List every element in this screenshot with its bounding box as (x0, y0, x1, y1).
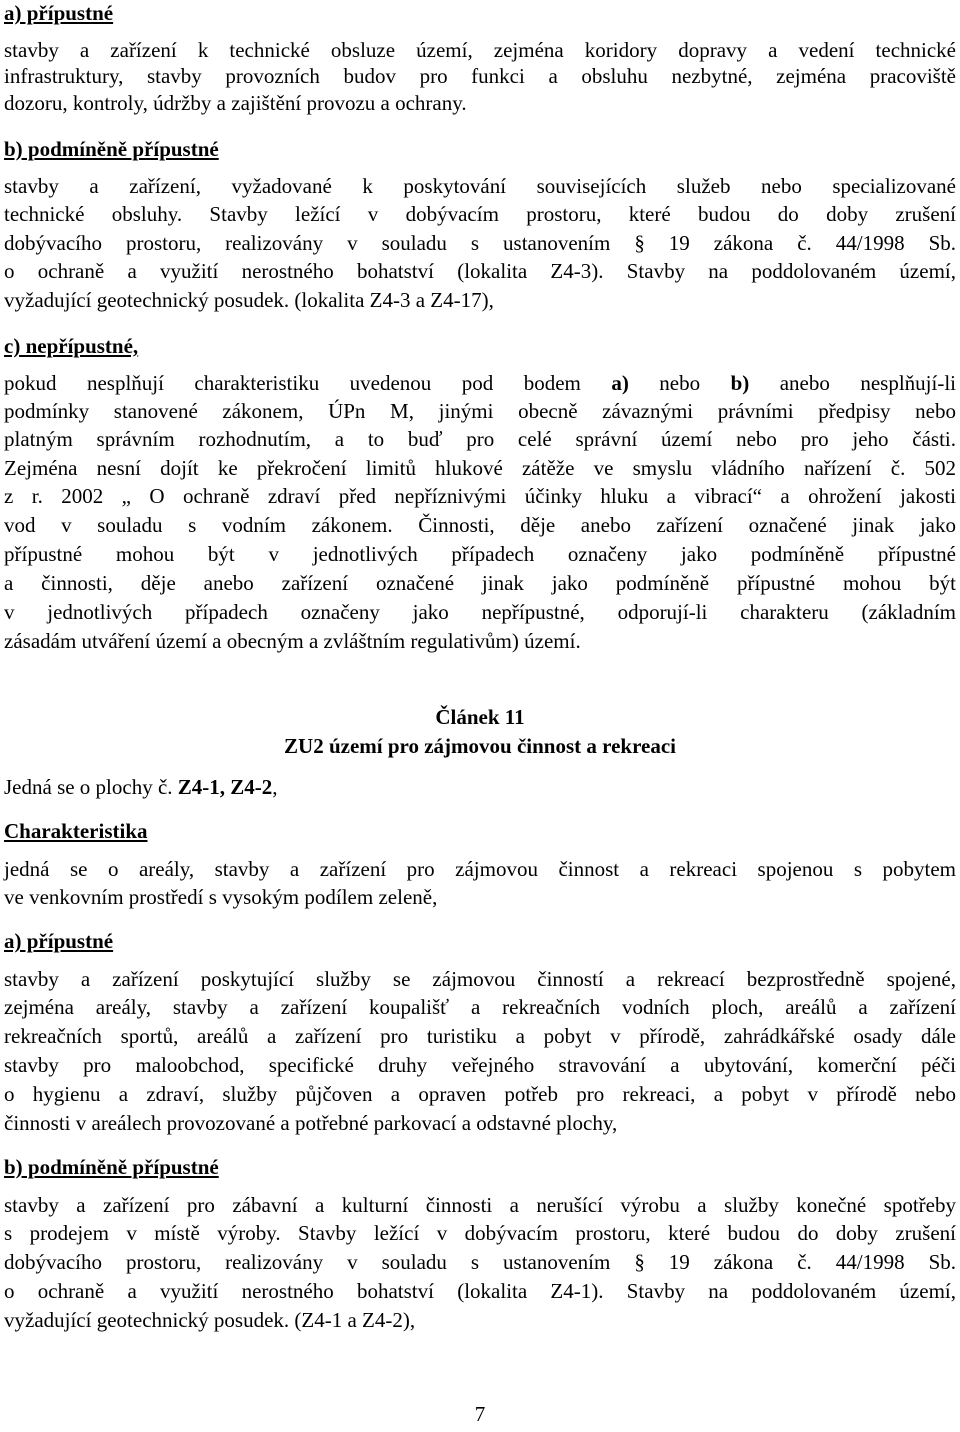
paragraph-line: vyžadující geotechnický posudek. (Z4-1 a Z4-2), (4, 1308, 416, 1332)
paragraph-line: o ochraně a využití nerostného bohatství (lokalita Z4-3). Stavby na poddolovaném území, (4, 259, 956, 283)
paragraph-line: o hygienu a zdraví, služby půjčoven a opraven potřeb pro rekreaci, a pobyt v přírodě nebo (4, 1082, 956, 1106)
paragraph-line: činnosti v areálech provozované a potřebné parkovací a odstavné plochy, (4, 1111, 618, 1135)
paragraph-line: s prodejem v místě výroby. Stavby ležící v dobývacím prostoru, které budou do doby zrušení (4, 1221, 956, 1245)
heading-b-podminene-pripustne: b) podmíněně přípustné (4, 1155, 219, 1179)
paragraph-line: jedná se o areály, stavby a zařízení pro zájmovou činnost a rekreaci spojenou s pobytem (4, 857, 956, 881)
heading-a-pripustne: a) přípustné (4, 929, 114, 953)
article-number: Článek 11 (435, 705, 525, 729)
heading-b-podminene-pripustne: b) podmíněně přípustné (4, 137, 219, 161)
paragraph-line: stavby pro maloobchod, specifické druhy veřejného stravování a ubytování, komerční péči (4, 1053, 956, 1077)
paragraph-line: stavby a zařízení k technické obsluze území, zejména koridory dopravy a vedení technické (4, 38, 956, 62)
reference-b: b) (730, 371, 750, 395)
page-number: 7 (474, 1402, 486, 1426)
text-segment: pokud nesplňují charakteristiku uvedenou pod bodem (4, 371, 612, 395)
plochy-line (4, 774, 278, 800)
reference-a: a) (611, 371, 629, 395)
paragraph-line: Zejména nesní dojít ke překročení limitů hlukové zátěže ve smyslu vládního nařízení č. 502 (4, 456, 956, 480)
text-segment: , (272, 775, 278, 799)
paragraph-line: stavby a zařízení poskytující služby se zájmovou činností a rekreací bezprostředně spojené, (4, 967, 956, 991)
paragraph-line: zásadám utváření území a obecným a zvláštním regulativům) území. (4, 629, 581, 653)
plochy-codes: Z4-1, Z4-2 (177, 775, 273, 799)
paragraph-line: rekreačních sportů, areálů a zařízení pro turistiku a pobyt v přírodě, zahrádkářské osady dále (4, 1024, 956, 1048)
text-segment: anebo nesplňují-li (749, 371, 957, 395)
paragraph-line (4, 370, 956, 396)
paragraph-line: technické obsluhy. Stavby ležící v dobývacím prostoru, které budou do doby zrušení (4, 202, 956, 226)
paragraph-line: platným správním rozhodnutím, a to buď pro celé správní území nebo pro jeho části. (4, 427, 956, 451)
heading-charakteristika: Charakteristika (4, 819, 148, 843)
heading-a-pripustne: a) přípustné (4, 1, 114, 25)
paragraph-line: o ochraně a využití nerostného bohatství (lokalita Z4-1). Stavby na poddolovaném území, (4, 1279, 956, 1303)
paragraph-line: dobývacího prostoru, realizovány v souladu s ustanovením § 19 zákona č. 44/1998 Sb. (4, 1250, 956, 1274)
text-segment: Jedná se o plochy č. (4, 775, 178, 799)
paragraph-line: podmínky stanovené zákonem, ÚPn M, jinými obecně závaznými právními předpisy nebo (4, 399, 956, 423)
paragraph-line: infrastruktury, stavby provozních budov pro funkci a obsluhu nezbytné, zejména pracoviště (4, 64, 956, 88)
paragraph-line: vod v souladu s vodním zákonem. Činnosti, děje anebo zařízení označené jinak jako (4, 513, 956, 537)
paragraph-line: a činnosti, děje anebo zařízení označené jinak jako podmíněně přípustné mohou být (4, 571, 956, 595)
paragraph-line: v jednotlivých případech označeny jako nepřípustné, odporují-li charakteru (základním (4, 600, 956, 624)
paragraph-line: ve venkovním prostředí s vysokým podílem zeleně, (4, 885, 438, 909)
paragraph-line: dozoru, kontroly, údržby a zajištění provozu a ochrany. (4, 91, 467, 115)
paragraph-line: zejména areály, stavby a zařízení koupališť a rekreačních vodních ploch, areálů a zařízení (4, 995, 956, 1019)
article-title: ZU2 území pro zájmovou činnost a rekreaci (284, 734, 676, 758)
paragraph-line: stavby a zařízení pro zábavní a kulturní činnosti a nerušící výrobu a služby konečné spotřeby (4, 1193, 956, 1217)
text-segment: nebo (628, 371, 731, 395)
paragraph-line: stavby a zařízení, vyžadované k poskytování souvisejících služeb nebo specializované (4, 174, 956, 198)
paragraph-line: z r. 2002 „ O ochraně zdraví před nepříznivými účinky hluku a vibrací“ a ohrožení jakosti (4, 484, 956, 508)
paragraph-line: dobývacího prostoru, realizovány v souladu s ustanovením § 19 zákona č. 44/1998 Sb. (4, 231, 956, 255)
heading-c-nepripustne: c) nepřípustné, (4, 334, 139, 358)
paragraph-line: vyžadující geotechnický posudek. (lokalita Z4-3 a Z4-17), (4, 288, 494, 312)
paragraph-line: přípustné mohou být v jednotlivých případech označeny jako podmíněně přípustné (4, 542, 956, 566)
